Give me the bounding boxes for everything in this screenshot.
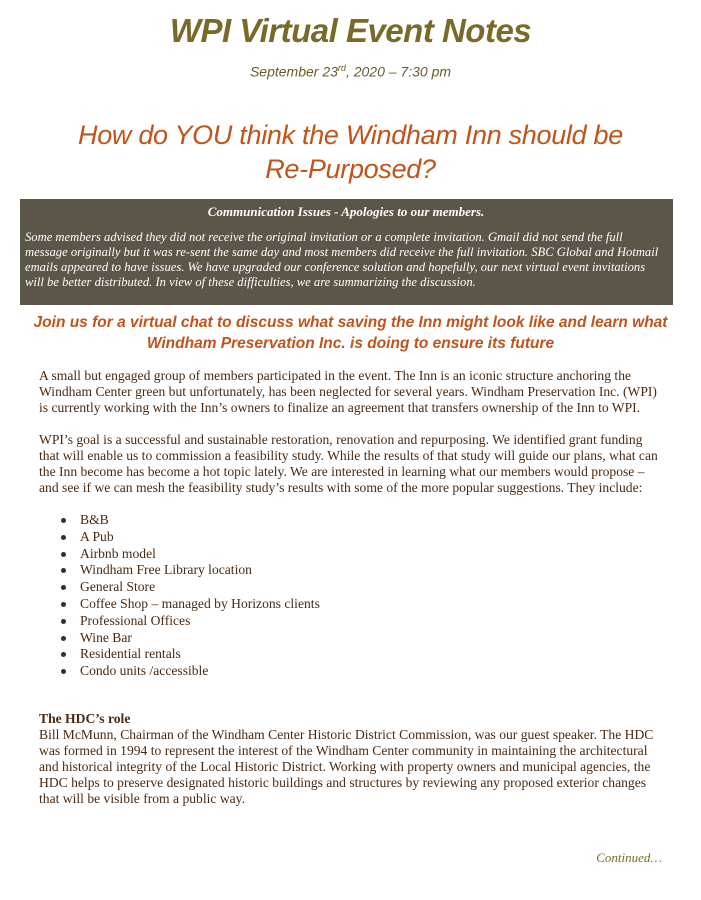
list-item: Residential rentals: [80, 646, 664, 663]
list-item: Wine Bar: [80, 630, 664, 647]
join-callout: Join us for a virtual chat to discuss what saving the Inn might look like and learn what Windham Preservation Inc. is doing to ensure its future: [33, 314, 668, 352]
notice-box: [20, 199, 673, 305]
notice-body: Some members advised they did not receive the original invitation or a complete invitation. Gmail did not send the full message originally but it was re-sent the same day and most members did receive the full invitation. SBC Global and Hotmail emails appeared to have issues. We have upgraded our conference solution and hopefully, our next virtual event invitations will be better distributed. In view of these difficulties, we are summarizing the discussion.: [25, 230, 659, 289]
list-item: Professional Offices: [80, 613, 664, 630]
date-rest: , 2020 – 7:30 pm: [345, 63, 452, 80]
paragraph-intro: A small but engaged group of members participated in the event. The Inn is an iconic structure anchoring the Windham Center green but unfortunately, has been neglected for several years. Windham Preservation Inc. (WPI) is currently working with the Inn’s owners to finalize an agreement that transfers ownership of the Inn to WPI.: [39, 368, 657, 415]
suggestion-list: [39, 512, 664, 680]
list-item: Airbnb model: [80, 546, 664, 563]
list-item: Windham Free Library location: [80, 562, 664, 579]
notice-title: Communication Issues - Apologies to our members.: [207, 204, 485, 219]
article-body: [39, 368, 664, 807]
list-item: Coffee Shop – managed by Horizons clients: [80, 596, 664, 613]
headline: How do YOU think the Windham Inn should be Re-Purposed?: [78, 120, 623, 184]
list-item: B&B: [80, 512, 664, 529]
continued-label: Continued…: [596, 850, 662, 865]
paragraph-goal: WPI’s goal is a successful and sustainable restoration, renovation and repurposing. We identified grant funding that will enable us to commission a feasibility study. While the results of that study will guide our plans, what can the Inn become has become a hot topic lately. We are interested in learning what our members would propose – and see if we can mesh the feasibility study’s results with some of the more popular suggestions. They include:: [39, 432, 658, 495]
hdc-heading: The HDC’s role: [39, 710, 131, 726]
date-prefix: September 23: [249, 63, 338, 80]
page-title: WPI Virtual Event Notes: [169, 12, 532, 49]
list-item: General Store: [80, 579, 664, 596]
event-date: [0, 63, 701, 80]
list-item: A Pub: [80, 529, 664, 546]
list-item: Condo units /accessible: [80, 663, 664, 680]
hdc-paragraph: Bill McMunn, Chairman of the Windham Center Historic District Commission, was our guest speaker. The HDC was formed in 1994 to represent the interest of the Windham Center community in maintaining the architectural and historical integrity of the Local Historic District. Working with property owners and municipal agencies, the HDC helps to preserve designated historic buildings and structures by reviewing any proposed exterior changes that will be visible from a public way.: [39, 726, 654, 806]
date-suffix: rd: [337, 63, 346, 73]
